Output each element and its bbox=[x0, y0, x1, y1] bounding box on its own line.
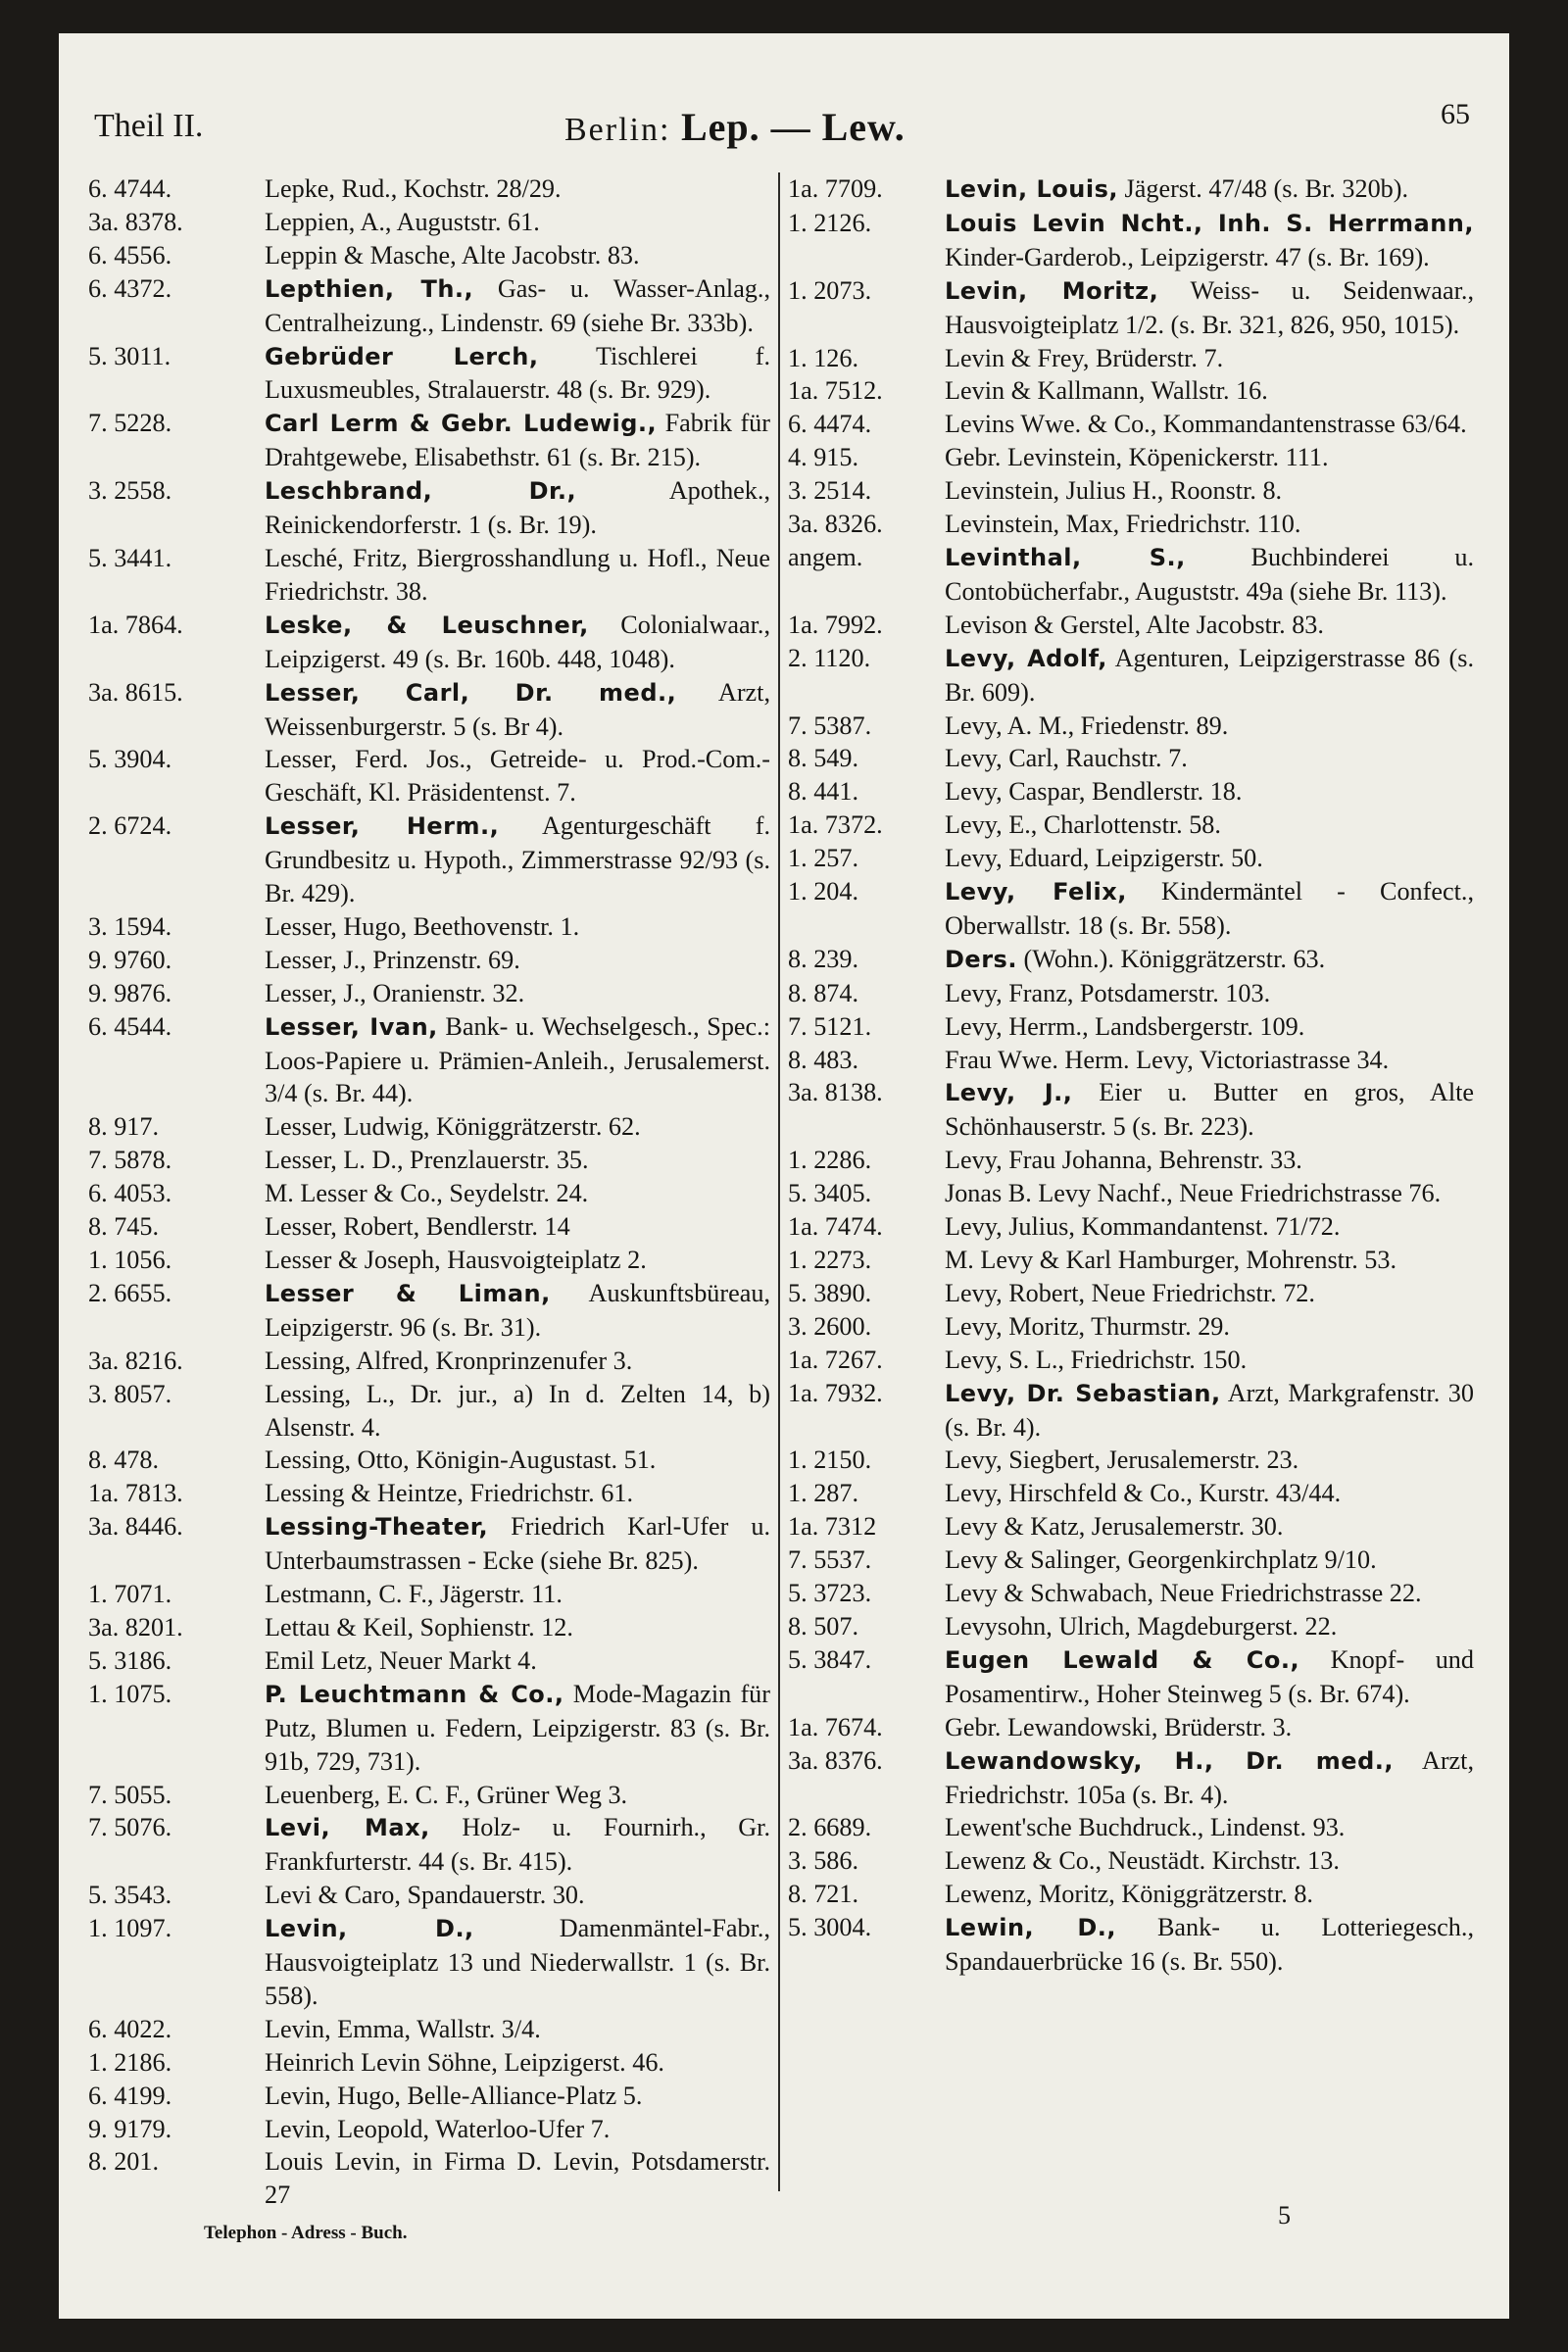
sheet-signature: 5 bbox=[1278, 2201, 1291, 2230]
entry-text: Tischlerei f. Luxusmeubles, Stralauerstr. 48 (s. Br. 929). bbox=[265, 341, 770, 405]
book-title: Telephon - Adress - Buch. bbox=[204, 2223, 408, 2243]
phone-number: 1. 287. bbox=[788, 1479, 859, 1508]
directory-entry bbox=[88, 542, 770, 609]
phone-number: 1a. 7312 bbox=[788, 1512, 877, 1542]
subscriber-name: Levy, Adolf, bbox=[945, 644, 1107, 672]
entry-text: Levin, Emma, Wallstr. 3/4. bbox=[265, 2014, 541, 2043]
directory-entry bbox=[788, 943, 1474, 977]
entry-text: M. Lesser & Co., Seydelstr. 24. bbox=[265, 1179, 589, 1208]
directory-entry bbox=[88, 340, 770, 408]
phone-number: 3a. 8378. bbox=[88, 207, 183, 236]
phone-number: 6. 4556. bbox=[88, 240, 172, 270]
directory-entry bbox=[788, 374, 1474, 408]
directory-entry bbox=[788, 1244, 1474, 1277]
phone-number: 8. 745. bbox=[88, 1212, 160, 1242]
entry-text: Levy, A. M., Friedenstr. 89. bbox=[945, 710, 1229, 740]
directory-entry bbox=[88, 977, 770, 1010]
directory-entry bbox=[788, 1577, 1474, 1610]
directory-entry bbox=[88, 944, 770, 977]
phone-number: 5. 3847. bbox=[788, 1644, 872, 1674]
phone-number: 2. 6655. bbox=[88, 1278, 172, 1307]
phone-number: 1. 2286. bbox=[788, 1146, 872, 1175]
directory-entry bbox=[88, 1345, 770, 1378]
entry-text: Lettau & Keil, Sophienstr. 12. bbox=[265, 1612, 573, 1642]
directory-entry bbox=[88, 1177, 770, 1210]
directory-entry bbox=[788, 1610, 1474, 1643]
phone-number: 3a. 8216. bbox=[88, 1346, 183, 1375]
phone-number: 7. 5878. bbox=[88, 1146, 172, 1175]
phone-number: 6. 4474. bbox=[788, 410, 872, 439]
entry-text: Eier u. Butter en gros, Alte Schönhauserstr. 5 (s. Br. 223). bbox=[945, 1078, 1474, 1142]
directory-entry bbox=[788, 1310, 1474, 1344]
phone-number: 9. 9179. bbox=[88, 2114, 172, 2143]
phone-number: 8. 478. bbox=[88, 1446, 160, 1475]
directory-entry bbox=[788, 342, 1474, 375]
subscriber-name: Louis Levin Ncht., Inh. S. Herrmann, bbox=[945, 209, 1474, 237]
directory-entry bbox=[788, 1811, 1474, 1844]
subscriber-name: Carl Lerm & Gebr. Ludewig., bbox=[265, 410, 658, 438]
entry-text: Lewent'sche Buchdruck., Lindenst. 93. bbox=[945, 1813, 1346, 1842]
subscriber-name: Ders. bbox=[945, 945, 1017, 973]
phone-number: 6. 4544. bbox=[88, 1011, 172, 1041]
directory-entry bbox=[788, 642, 1474, 710]
entry-text: Heinrich Levin Söhne, Leipzigerst. 46. bbox=[265, 2047, 664, 2077]
phone-number: 1. 1075. bbox=[88, 1679, 172, 1708]
entry-text: Levy, Siegbert, Jerusalemerstr. 23. bbox=[945, 1446, 1299, 1475]
directory-entry bbox=[88, 2013, 770, 2046]
phone-number: 1. 7071. bbox=[88, 1580, 172, 1609]
directory-entry bbox=[788, 408, 1474, 441]
phone-number: 9. 9760. bbox=[88, 945, 172, 974]
directory-entry bbox=[88, 1277, 770, 1345]
subscriber-name: Lesser, Ivan, bbox=[265, 1012, 438, 1041]
entry-text: Levy, Eduard, Leipzigerstr. 50. bbox=[945, 844, 1263, 873]
phone-number: 5. 3441. bbox=[88, 543, 172, 572]
entry-text: Gebr. Levinstein, Köpenickerstr. 111. bbox=[945, 443, 1329, 472]
phone-number: 8. 239. bbox=[788, 944, 859, 973]
directory-entry bbox=[788, 541, 1474, 609]
subscriber-name: P. Leuchtmann & Co., bbox=[265, 1680, 564, 1708]
phone-number: 2. 6689. bbox=[788, 1813, 872, 1842]
entry-text: Lessing, L., Dr. jur., a) In d. Zelten 14, b) Alsenstr. 4. bbox=[265, 1379, 770, 1442]
directory-entry bbox=[88, 609, 770, 676]
directory-entry bbox=[788, 1044, 1474, 1077]
phone-number: 1a. 7372. bbox=[788, 810, 883, 840]
subscriber-name: Levy, Felix, bbox=[945, 878, 1127, 906]
directory-entry bbox=[88, 2080, 770, 2113]
directory-entry bbox=[788, 1878, 1474, 1911]
directory-entry bbox=[788, 1477, 1474, 1510]
entry-text: Levysohn, Ulrich, Magdeburgerst. 22. bbox=[945, 1611, 1338, 1641]
directory-entry bbox=[788, 1544, 1474, 1577]
entry-text: Mode-Magazin für Putz, Blumen u. Federn, Leipzigerstr. 83 (s. Br. 91b, 729, 731). bbox=[265, 1679, 770, 1776]
directory-page bbox=[59, 33, 1509, 2319]
phone-number: 5. 3723. bbox=[788, 1579, 872, 1608]
phone-number: 9. 9876. bbox=[88, 978, 172, 1007]
directory-entry bbox=[788, 508, 1474, 541]
directory-entry bbox=[788, 1444, 1474, 1477]
subscriber-name: Levin, Louis, bbox=[945, 175, 1118, 203]
directory-entry bbox=[88, 1144, 770, 1177]
phone-number: 3. 8057. bbox=[88, 1379, 172, 1408]
directory-entry bbox=[88, 676, 770, 744]
subscriber-name: Levy, Dr. Sebastian, bbox=[945, 1379, 1221, 1407]
phone-number: 5. 3904. bbox=[88, 745, 172, 774]
phone-number: 8. 507. bbox=[788, 1611, 859, 1641]
entry-text: Levison & Gerstel, Alte Jacobstr. 83. bbox=[945, 610, 1324, 639]
directory-entry bbox=[88, 1110, 770, 1144]
phone-number: 6. 4372. bbox=[88, 273, 172, 303]
phone-number: 1a. 7474. bbox=[788, 1212, 883, 1242]
directory-entry bbox=[788, 1510, 1474, 1544]
entry-text: Lesser, J., Oranienstr. 32. bbox=[265, 978, 525, 1007]
phone-number: 7. 5387. bbox=[788, 710, 872, 740]
subscriber-name: Levin, Moritz, bbox=[945, 276, 1159, 305]
entry-text: Auskunftsbüreau, Leipzigerstr. 96 (s. Br. 31). bbox=[265, 1278, 770, 1342]
entry-text: Leppien, A., Auguststr. 61. bbox=[265, 207, 540, 236]
entry-text: Knopf- und Posamentirw., Hoher Steinweg 5 (s. Br. 674). bbox=[945, 1644, 1474, 1708]
phone-number: 7. 5076. bbox=[88, 1813, 172, 1842]
entry-text: Lepke, Rud., Kochstr. 28/29. bbox=[265, 174, 562, 203]
subscriber-name: Lessing-Theater, bbox=[265, 1513, 489, 1542]
directory-entry bbox=[88, 1010, 770, 1111]
directory-entry bbox=[88, 1578, 770, 1611]
phone-number: 6. 4053. bbox=[88, 1179, 172, 1208]
entry-text: Gas- u. Wasser-Anlag., Centralheizung., Lindenstr. 69 (siehe Br. 333b). bbox=[265, 273, 770, 337]
directory-entry bbox=[788, 1210, 1474, 1244]
directory-entry bbox=[788, 1711, 1474, 1744]
entry-text: Lewenz, Moritz, Königgrätzerstr. 8. bbox=[945, 1880, 1313, 1909]
phone-number: 1a. 7709. bbox=[788, 174, 883, 203]
directory-entry bbox=[88, 1510, 770, 1578]
directory-entry bbox=[88, 743, 770, 809]
directory-entry bbox=[88, 1378, 770, 1445]
phone-number: 3. 586. bbox=[788, 1846, 859, 1876]
entry-text: Emil Letz, Neuer Markt 4. bbox=[265, 1645, 537, 1675]
phone-number: 1a. 7267. bbox=[788, 1345, 883, 1374]
entry-text: Lesser, J., Prinzenstr. 69. bbox=[265, 945, 520, 974]
subscriber-name: Levin, D., bbox=[265, 1915, 474, 1943]
phone-number: 3. 2600. bbox=[788, 1311, 872, 1341]
directory-entry bbox=[88, 2113, 770, 2146]
entry-text: Fabrik für Drahtgewebe, Elisabethstr. 61 (s. Br. 215). bbox=[265, 409, 770, 472]
phone-number: 1a. 7512. bbox=[788, 376, 883, 406]
directory-entry bbox=[88, 407, 770, 474]
phone-number: 8. 721. bbox=[788, 1880, 859, 1909]
phone-number: 3a. 8446. bbox=[88, 1512, 183, 1542]
entry-text: Lesché, Fritz, Biergrosshandlung u. Hofl., Neue Friedrichstr. 38. bbox=[265, 543, 770, 606]
entry-text: (Wohn.). Königgrätzerstr. 63. bbox=[1016, 944, 1326, 973]
subscriber-name: Levinthal, S., bbox=[945, 543, 1186, 571]
phone-number: 1. 204. bbox=[788, 877, 859, 906]
entry-text: Jonas B. Levy Nachf., Neue Friedrichstrasse 76. bbox=[945, 1179, 1442, 1208]
phone-number: 5. 3543. bbox=[88, 1881, 172, 1910]
phone-number: 5. 3011. bbox=[88, 341, 172, 370]
directory-entry bbox=[788, 274, 1474, 342]
phone-number: 1. 2126. bbox=[788, 208, 872, 237]
phone-number: 3a. 8376. bbox=[788, 1745, 883, 1775]
phone-number: 1. 2186. bbox=[88, 2047, 172, 2077]
entry-text: Levy, Julius, Kommandantenst. 71/72. bbox=[945, 1212, 1341, 1242]
directory-entry bbox=[88, 1477, 770, 1510]
entry-text: Lessing & Heintze, Friedrichstr. 61. bbox=[265, 1479, 634, 1508]
entry-text: Arzt, Friedrichstr. 105a (s. Br. 4). bbox=[945, 1745, 1474, 1809]
entry-text: Levin, Leopold, Waterloo-Ufer 7. bbox=[265, 2114, 611, 2143]
entry-text: Levinstein, Julius H., Roonstr. 8. bbox=[945, 476, 1283, 506]
entry-text: M. Levy & Karl Hamburger, Mohrenstr. 53. bbox=[945, 1246, 1397, 1274]
phone-number: 8. 483. bbox=[788, 1045, 859, 1074]
phone-number: 1a. 7992. bbox=[788, 610, 883, 639]
phone-number: 8. 441. bbox=[788, 777, 859, 807]
entry-text: Arzt, Markgrafenstr. 30 (s. Br. 4). bbox=[945, 1378, 1474, 1442]
directory-entry bbox=[788, 1643, 1474, 1711]
entry-text: Bank- u. Lotteriegesch., Spandauerbrücke 16 (s. Br. 550). bbox=[945, 1913, 1474, 1977]
phone-number: 7. 5055. bbox=[88, 1780, 172, 1809]
directory-entry bbox=[788, 474, 1474, 508]
column-divider bbox=[778, 172, 780, 2191]
phone-number: 3a. 8138. bbox=[788, 1078, 883, 1107]
directory-entry bbox=[788, 1377, 1474, 1445]
directory-entry bbox=[88, 1244, 770, 1277]
left-column bbox=[88, 172, 770, 2212]
entry-text: Lesser, Robert, Bendlerstr. 14 bbox=[265, 1212, 570, 1242]
entry-text: Leppin & Masche, Alte Jacobstr. 83. bbox=[265, 240, 640, 270]
subscriber-name: Gebrüder Lerch, bbox=[265, 342, 539, 370]
entry-text: Lesser & Joseph, Hausvoigteiplatz 2. bbox=[265, 1246, 647, 1274]
directory-entry bbox=[788, 1076, 1474, 1144]
entry-text: Levy, Moritz, Thurmstr. 29. bbox=[945, 1311, 1230, 1341]
entry-text: Levy, E., Charlottenstr. 58. bbox=[945, 810, 1221, 840]
entry-text: Levy, Herrm., Landsbergerstr. 109. bbox=[945, 1011, 1305, 1041]
directory-entry bbox=[788, 207, 1474, 274]
entry-text: Lesser, L. D., Prenzlauerstr. 35. bbox=[265, 1146, 589, 1175]
directory-entry bbox=[788, 1177, 1474, 1210]
entry-text: Kinder-Garderob., Leipzigerstr. 47 (s. Br. 169). bbox=[945, 242, 1430, 271]
directory-entry bbox=[88, 1912, 770, 2013]
directory-entry bbox=[788, 441, 1474, 474]
phone-number: 3. 1594. bbox=[88, 911, 172, 941]
phone-number: 5. 3186. bbox=[88, 1645, 172, 1675]
entry-text: Levin, Hugo, Belle-Alliance-Platz 5. bbox=[265, 2081, 643, 2110]
subscriber-name: Levi, Max, bbox=[265, 1814, 430, 1842]
directory-entry bbox=[788, 742, 1474, 775]
entry-text: Agenturgeschäft f. Grundbesitz u. Hypoth., Zimmerstrasse 92/93 (s. Br. 429). bbox=[265, 811, 771, 908]
phone-number: 8. 874. bbox=[788, 978, 859, 1007]
phone-number: 1a. 7674. bbox=[788, 1712, 883, 1741]
directory-entry bbox=[788, 710, 1474, 743]
entry-text: Levy, Carl, Rauchstr. 7. bbox=[945, 744, 1188, 773]
entry-text: Damenmäntel-Fabr., Hausvoigteiplatz 13 und Niederwallstr. 1 (s. Br. 558). bbox=[265, 1914, 770, 2010]
directory-entry bbox=[788, 609, 1474, 642]
directory-entry bbox=[788, 775, 1474, 808]
entry-text: Lessing, Alfred, Kronprinzenufer 3. bbox=[265, 1346, 633, 1375]
entry-text: Holz- u. Fournirh., Gr. Frankfurterstr. 44 (s. Br. 415). bbox=[265, 1813, 770, 1877]
directory-entry bbox=[88, 172, 770, 206]
entry-text: Levy, Frau Johanna, Behrenstr. 33. bbox=[945, 1146, 1302, 1175]
phone-number: 5. 3405. bbox=[788, 1179, 872, 1208]
phone-number: angem. bbox=[788, 542, 863, 571]
directory-entry bbox=[788, 1844, 1474, 1878]
phone-number: 1a. 7932. bbox=[788, 1378, 883, 1407]
entry-text: Levy & Salinger, Georgenkirchplatz 9/10. bbox=[945, 1545, 1377, 1575]
directory-entry bbox=[788, 1144, 1474, 1177]
subscriber-name: Lewin, D., bbox=[945, 1914, 1117, 1942]
entry-text: Levinstein, Max, Friedrichstr. 110. bbox=[945, 510, 1301, 539]
entry-text: Lewenz & Co., Neustädt. Kirchstr. 13. bbox=[945, 1846, 1340, 1876]
phone-number: 3. 2514. bbox=[788, 476, 872, 506]
directory-entry bbox=[88, 1444, 770, 1477]
directory-entry bbox=[88, 2046, 770, 2080]
phone-number: 6. 4199. bbox=[88, 2081, 172, 2110]
phone-number: 6. 4744. bbox=[88, 174, 172, 203]
directory-entry bbox=[788, 172, 1474, 207]
phone-number: 1. 2073. bbox=[788, 275, 872, 305]
directory-entry bbox=[88, 1678, 770, 1779]
directory-entry bbox=[88, 206, 770, 239]
directory-entry bbox=[88, 2145, 770, 2212]
page-number: 65 bbox=[1441, 98, 1470, 130]
directory-entry bbox=[88, 1611, 770, 1644]
directory-entry bbox=[788, 808, 1474, 842]
subscriber-name: Lesser, Herm., bbox=[265, 812, 500, 841]
phone-number: 8. 549. bbox=[788, 744, 859, 773]
directory-entry bbox=[788, 977, 1474, 1010]
entry-text: Leuenberg, E. C. F., Grüner Weg 3. bbox=[265, 1780, 628, 1809]
phone-number: 1. 257. bbox=[788, 844, 859, 873]
entry-text: Frau Wwe. Herm. Levy, Victoriastrasse 34. bbox=[945, 1045, 1390, 1074]
phone-number: 6. 4022. bbox=[88, 2014, 172, 2043]
directory-entry bbox=[88, 809, 770, 910]
phone-number: 1a. 7864. bbox=[88, 610, 183, 639]
entry-text: Lestmann, C. F., Jägerstr. 11. bbox=[265, 1580, 563, 1609]
right-column bbox=[788, 172, 1474, 1979]
directory-entry bbox=[788, 1010, 1474, 1044]
directory-entry bbox=[88, 1811, 770, 1879]
entry-text: Levi & Caro, Spandauerstr. 30. bbox=[265, 1881, 585, 1910]
directory-entry bbox=[788, 842, 1474, 875]
phone-number: 1a. 7813. bbox=[88, 1479, 183, 1508]
section-label: Theil II. bbox=[94, 108, 204, 144]
entry-text: Buchbinderei u. Contobücherfabr., Auguststr. 49a (siehe Br. 113). bbox=[945, 542, 1475, 606]
phone-number: 1. 2273. bbox=[788, 1246, 872, 1274]
subscriber-name: Leschbrand, Dr., bbox=[265, 477, 577, 506]
phone-number: 1. 1097. bbox=[88, 1914, 172, 1943]
phone-number: 4. 915. bbox=[788, 443, 859, 472]
subscriber-name: Levy, J., bbox=[945, 1079, 1073, 1107]
entry-text: Weiss- u. Seidenwaar., Hausvoigteiplatz 1/2. (s. Br. 321, 826, 950, 1015). bbox=[945, 275, 1474, 339]
directory-entry bbox=[88, 1779, 770, 1812]
entry-text: Apothek., Reinickendorferstr. 1 (s. Br. 19). bbox=[265, 476, 770, 540]
subscriber-name: Leske, & Leuschner, bbox=[265, 611, 589, 639]
entry-text: Gebr. Lewandowski, Brüderstr. 3. bbox=[945, 1712, 1293, 1741]
phone-number: 7. 5121. bbox=[788, 1011, 872, 1041]
directory-entry bbox=[88, 1879, 770, 1912]
directory-entry bbox=[788, 1344, 1474, 1377]
phone-number: 7. 5537. bbox=[788, 1545, 872, 1575]
page-header bbox=[94, 88, 1470, 157]
entry-text: Levins Wwe. & Co., Kommandantenstrasse 63/64. bbox=[945, 410, 1467, 439]
phone-number: 8. 917. bbox=[88, 1112, 160, 1142]
entry-text: Levin & Frey, Brüderstr. 7. bbox=[945, 343, 1224, 372]
directory-entry bbox=[88, 272, 770, 340]
subscriber-name: Lesser, Carl, Dr. med., bbox=[265, 678, 677, 707]
phone-number: 2. 1120. bbox=[788, 643, 871, 672]
directory-entry bbox=[88, 239, 770, 272]
directory-entry bbox=[88, 1644, 770, 1678]
directory-entry bbox=[88, 1210, 770, 1244]
entry-text: Jägerst. 47/48 (s. Br. 320b). bbox=[1118, 174, 1409, 203]
subscriber-name: Lewandowsky, H., Dr. med., bbox=[945, 1746, 1394, 1775]
directory-entry bbox=[88, 474, 770, 542]
directory-entry bbox=[788, 875, 1474, 943]
phone-number: 5. 3004. bbox=[788, 1913, 872, 1942]
phone-number: 1. 1056. bbox=[88, 1246, 172, 1274]
phone-number: 5. 3890. bbox=[788, 1278, 872, 1307]
entry-text: Agenturen, Leipzigerstrasse 86 (s. Br. 609). bbox=[945, 643, 1474, 707]
entry-text: Bank- u. Wechselgesch., Spec.: Loos-Papiere u. Prämien-Anleih., Jerusalemerst. 3/4 (s. Br. 44). bbox=[265, 1011, 770, 1108]
phone-number: 1. 2150. bbox=[788, 1446, 872, 1475]
subscriber-name: Eugen Lewald & Co., bbox=[945, 1645, 1300, 1674]
subscriber-name: Lepthien, Th., bbox=[265, 274, 474, 303]
phone-number: 3a. 8326. bbox=[788, 510, 883, 539]
entry-text: Levy & Schwabach, Neue Friedrichstrasse 22. bbox=[945, 1579, 1422, 1608]
entry-text: Levy, Caspar, Bendlerstr. 18. bbox=[945, 777, 1243, 807]
phone-number: 3a. 8615. bbox=[88, 677, 183, 707]
entry-text: Levin & Kallmann, Wallstr. 16. bbox=[945, 376, 1268, 406]
entry-text: Lesser, Hugo, Beethovenstr. 1. bbox=[265, 911, 580, 941]
entry-text: Louis Levin, in Firma D. Levin, Potsdamerstr. 27 bbox=[265, 2147, 770, 2210]
entry-text: Kindermäntel - Confect., Oberwallstr. 18 (s. Br. 558). bbox=[945, 877, 1474, 940]
phone-number: 7. 5228. bbox=[88, 409, 172, 438]
name-range: Lep. — Lew. bbox=[680, 105, 906, 149]
entry-text: Levy & Katz, Jerusalemerstr. 30. bbox=[945, 1512, 1284, 1542]
entry-text: Friedrich Karl-Ufer u. Unterbaumstrassen - Ecke (siehe Br. 825). bbox=[265, 1512, 770, 1576]
entry-text: Levy, Robert, Neue Friedrichstr. 72. bbox=[945, 1278, 1315, 1307]
entry-text: Lesser, Ludwig, Königgrätzerstr. 62. bbox=[265, 1112, 641, 1142]
entry-text: Arzt, Weissenburgerstr. 5 (s. Br 4). bbox=[265, 677, 770, 741]
phone-number: 1. 126. bbox=[788, 343, 859, 372]
phone-number: 3a. 8201. bbox=[88, 1612, 183, 1642]
phone-number: 3. 2558. bbox=[88, 476, 172, 506]
entry-text: Lesser, Ferd. Jos., Getreide- u. Prod.-Com.-Geschäft, Kl. Präsidentenst. 7. bbox=[265, 745, 770, 808]
entry-text: Levy, Hirschfeld & Co., Kurstr. 43/44. bbox=[945, 1479, 1342, 1508]
entry-text: Colonialwaar., Leipzigerst. 49 (s. Br. 160b. 448, 1048). bbox=[265, 610, 770, 673]
entry-text: Lessing, Otto, Königin-Augustast. 51. bbox=[265, 1446, 657, 1475]
phone-number: 2. 6724. bbox=[88, 811, 172, 841]
running-title bbox=[564, 104, 906, 150]
entry-text: Levy, Franz, Potsdamerstr. 103. bbox=[945, 978, 1271, 1007]
subscriber-name: Lesser & Liman, bbox=[265, 1279, 551, 1307]
city-label: Berlin: bbox=[564, 112, 671, 148]
directory-entry bbox=[788, 1277, 1474, 1310]
directory-entry bbox=[788, 1911, 1474, 1979]
directory-entry bbox=[788, 1744, 1474, 1812]
phone-number: 8. 201. bbox=[88, 2147, 160, 2177]
entry-text: Levy, S. L., Friedrichstr. 150. bbox=[945, 1345, 1248, 1374]
directory-entry bbox=[88, 910, 770, 944]
